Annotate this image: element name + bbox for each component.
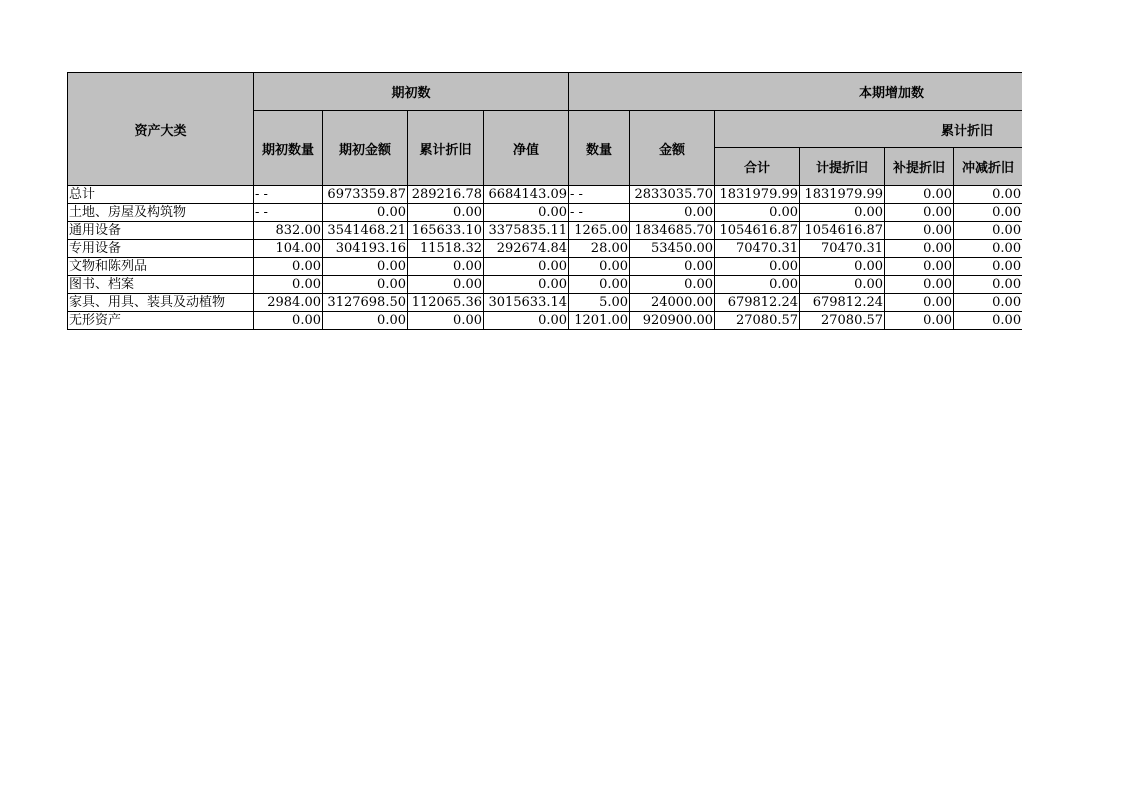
cell-opening-accum-depr: 112065.36: [408, 294, 484, 312]
cell-depr-reduction: 0.00: [954, 222, 1022, 240]
cell-opening-amount: 0.00: [323, 276, 408, 294]
cell-name: 文物和陈列品: [68, 258, 254, 276]
cell-depr-reduction: 0.00: [954, 258, 1022, 276]
cell-name: 通用设备: [68, 222, 254, 240]
header-inc-amount: 金额: [630, 111, 715, 186]
cell-depr-supplement: 0.00: [885, 294, 954, 312]
cell-depr-supplement: 0.00: [885, 186, 954, 204]
cell-opening-qty: 0.00: [254, 258, 323, 276]
cell-opening-accum-depr: 289216.78: [408, 186, 484, 204]
cell-opening-net: 3375835.11: [484, 222, 569, 240]
cell-inc-amount: 0.00: [630, 276, 715, 294]
header-inc-qty: 数量: [569, 111, 630, 186]
table-row: [68, 258, 1023, 276]
cell-opening-net: 0.00: [484, 276, 569, 294]
cell-depr-reduction: 0.00: [954, 312, 1022, 330]
cell-depr-provision: 70470.31: [800, 240, 885, 258]
cell-opening-qty: - -: [254, 204, 323, 222]
cell-opening-amount: 3541468.21: [323, 222, 408, 240]
asset-depreciation-table: [67, 72, 1022, 330]
cell-depr-total: 1054616.87: [715, 222, 800, 240]
cell-opening-amount: 0.00: [323, 204, 408, 222]
table-row: [68, 222, 1023, 240]
cell-opening-net: 6684143.09: [484, 186, 569, 204]
header-depr-supplement: 补提折旧: [885, 148, 954, 186]
cell-depr-supplement: 0.00: [885, 204, 954, 222]
cell-opening-net: 292674.84: [484, 240, 569, 258]
table-row: [68, 204, 1023, 222]
cell-opening-accum-depr: 0.00: [408, 312, 484, 330]
cell-depr-reduction: 0.00: [954, 186, 1022, 204]
table-row: [68, 240, 1023, 258]
cell-inc-amount: 24000.00: [630, 294, 715, 312]
cell-name: 家具、用具、装具及动植物: [68, 294, 254, 312]
cell-depr-supplement: 0.00: [885, 222, 954, 240]
header-category: 资产大类: [68, 73, 254, 186]
header-opening-net: 净值: [484, 111, 569, 186]
cell-opening-accum-depr: 0.00: [408, 276, 484, 294]
cell-opening-net: 0.00: [484, 204, 569, 222]
cell-depr-total: 27080.57: [715, 312, 800, 330]
header-depr-reduction: 冲减折旧: [954, 148, 1022, 186]
cell-depr-supplement: 0.00: [885, 240, 954, 258]
cell-inc-qty: 1201.00: [569, 312, 630, 330]
cell-inc-qty: 0.00: [569, 258, 630, 276]
header-opening-group: 期初数: [254, 73, 569, 111]
cell-opening-amount: 304193.16: [323, 240, 408, 258]
cell-inc-amount: 1834685.70: [630, 222, 715, 240]
cell-depr-provision: 0.00: [800, 204, 885, 222]
cell-opening-net: 0.00: [484, 312, 569, 330]
header-increase-group: 本期增加数: [569, 73, 1022, 111]
cell-opening-amount: 3127698.50: [323, 294, 408, 312]
cell-opening-amount: 0.00: [323, 312, 408, 330]
cell-depr-total: 679812.24: [715, 294, 800, 312]
header-depr-provision: 计提折旧: [800, 148, 885, 186]
cell-opening-qty: 0.00: [254, 276, 323, 294]
cell-depr-reduction: 0.00: [954, 276, 1022, 294]
cell-inc-amount: 0.00: [630, 204, 715, 222]
header-depr-total: 合计: [715, 148, 800, 186]
cell-opening-qty: 832.00: [254, 222, 323, 240]
cell-opening-amount: 6973359.87: [323, 186, 408, 204]
header-opening-accum-depr: 累计折旧: [408, 111, 484, 186]
cell-opening-net: 3015633.14: [484, 294, 569, 312]
cell-opening-net: 0.00: [484, 258, 569, 276]
cell-depr-total: 70470.31: [715, 240, 800, 258]
cell-depr-provision: 679812.24: [800, 294, 885, 312]
cell-opening-accum-depr: 165633.10: [408, 222, 484, 240]
header-accum-depr-group: 累计折旧: [715, 111, 1022, 148]
table-row: [68, 276, 1023, 294]
table-row: [68, 312, 1023, 330]
cell-opening-qty: - -: [254, 186, 323, 204]
cell-inc-qty: 0.00: [569, 276, 630, 294]
cell-depr-reduction: 0.00: [954, 294, 1022, 312]
cell-opening-accum-depr: 11518.32: [408, 240, 484, 258]
cell-depr-provision: 1054616.87: [800, 222, 885, 240]
cell-depr-supplement: 0.00: [885, 276, 954, 294]
cell-inc-amount: 0.00: [630, 258, 715, 276]
cell-inc-qty: 28.00: [569, 240, 630, 258]
cell-depr-total: 1831979.99: [715, 186, 800, 204]
header-opening-qty: 期初数量: [254, 111, 323, 186]
cell-depr-reduction: 0.00: [954, 240, 1022, 258]
cell-opening-qty: 2984.00: [254, 294, 323, 312]
cell-depr-provision: 27080.57: [800, 312, 885, 330]
cell-name: 总计: [68, 186, 254, 204]
cell-name: 土地、房屋及构筑物: [68, 204, 254, 222]
cell-depr-total: 0.00: [715, 204, 800, 222]
cell-inc-amount: 920900.00: [630, 312, 715, 330]
cell-name: 图书、档案: [68, 276, 254, 294]
cell-inc-qty: 1265.00: [569, 222, 630, 240]
table-row: [68, 294, 1023, 312]
cell-depr-total: 0.00: [715, 276, 800, 294]
spreadsheet-page: [67, 72, 1022, 330]
cell-opening-amount: 0.00: [323, 258, 408, 276]
cell-name: 专用设备: [68, 240, 254, 258]
cell-depr-reduction: 0.00: [954, 204, 1022, 222]
cell-depr-supplement: 0.00: [885, 312, 954, 330]
cell-inc-amount: 53450.00: [630, 240, 715, 258]
header-opening-amount: 期初金额: [323, 111, 408, 186]
cell-name: 无形资产: [68, 312, 254, 330]
cell-opening-qty: 0.00: [254, 312, 323, 330]
cell-inc-amount: 2833035.70: [630, 186, 715, 204]
cell-depr-provision: 0.00: [800, 276, 885, 294]
cell-opening-accum-depr: 0.00: [408, 204, 484, 222]
cell-inc-qty: - -: [569, 204, 630, 222]
cell-inc-qty: - -: [569, 186, 630, 204]
cell-inc-qty: 5.00: [569, 294, 630, 312]
cell-opening-accum-depr: 0.00: [408, 258, 484, 276]
cell-depr-provision: 1831979.99: [800, 186, 885, 204]
cell-opening-qty: 104.00: [254, 240, 323, 258]
cell-depr-total: 0.00: [715, 258, 800, 276]
cell-depr-provision: 0.00: [800, 258, 885, 276]
table-row: [68, 186, 1023, 204]
cell-depr-supplement: 0.00: [885, 258, 954, 276]
